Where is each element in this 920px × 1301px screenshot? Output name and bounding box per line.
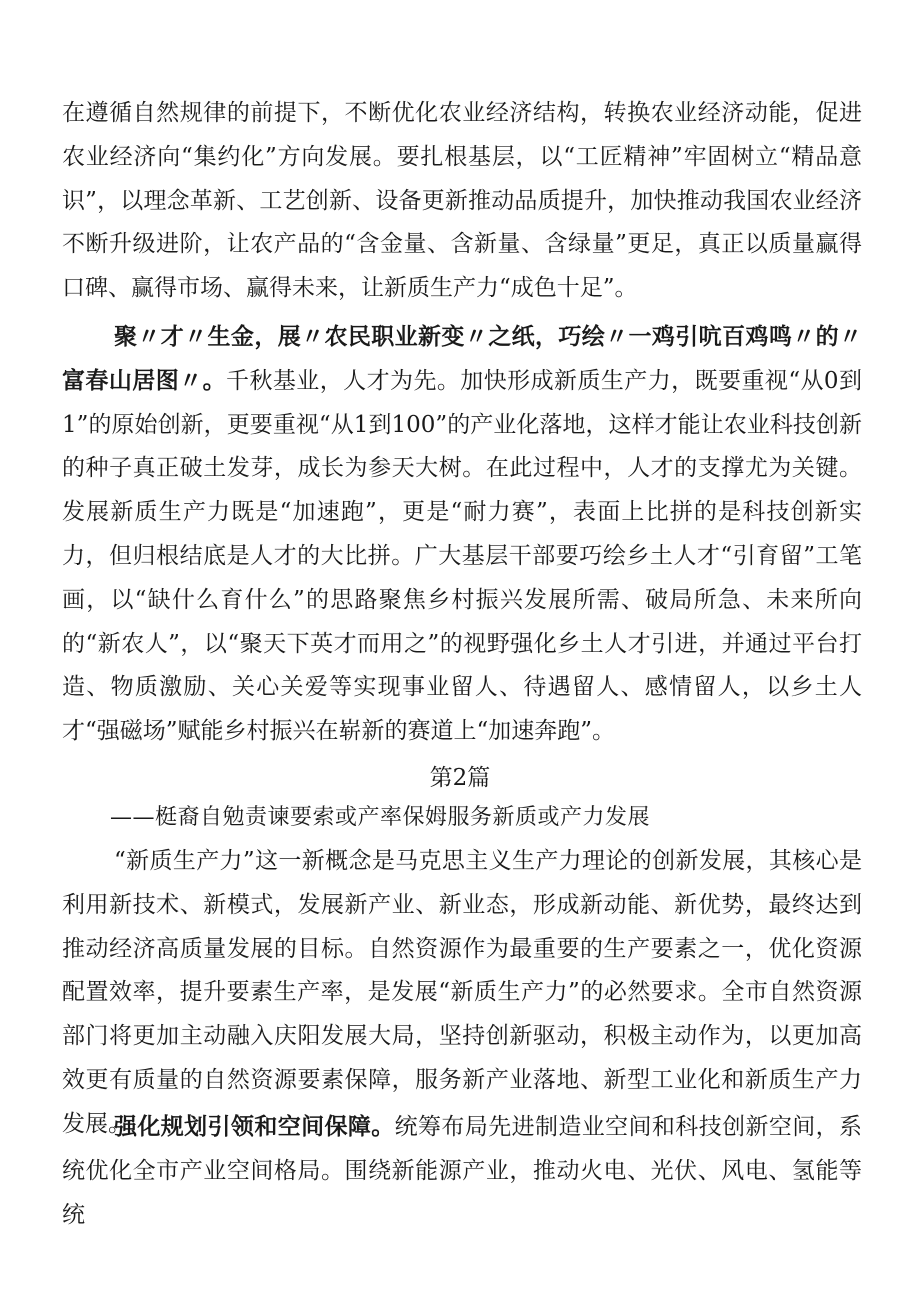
section-heading: 第2篇 xyxy=(429,765,491,791)
paragraph-4 xyxy=(62,1106,862,1237)
paragraph-2 xyxy=(62,316,862,754)
paragraph-2-body: 千秋基业，人才为先。加快形成新质生产力，既要重视“从0到1”的原始创新，更要重视“从1到100”的产业化落地，这样才能让农业科技创新的种子真正破土发芽，成长为参天大树。在此过程中，人才的支撑尤为关键。发展新质生产力既是“加速跑”，更是“耐力赛”，表面上比拼的是科技创新实力，但归根结底是人才的大比拼。广大基层干部要巧绘乡土人才“引育留”工笔画，以“缺什么育什么”的思路聚焦乡村振兴发展所需、破局所急、未来所向的“新农人”，以“聚天下英才而用之”的视野强化乡土人才引进，并通过平台打造、物质激励、关心关爱等实现事业留人、待遇留人、感情留人，以乡土人才“强磁场”赋能乡村振兴在崭新的赛道上“加速奔跑”。 xyxy=(62,367,862,745)
paragraph-1: 在遵循自然规律的前提下，不断优化农业经济结构，转换农业经济动能，促进农业经济向“集约化”方向发展。要扎根基层，以“工匠精神”牢固树立“精品意识”，以理念革新、工艺创新、设备更新推动品质提升，加快推动我国农业经济不断升级进阶，让农产品的“含金量、含新量、含绿量”更足，真正以质量赢得口碑、赢得市场、赢得未来，让新质生产力“成色十足”。 xyxy=(62,100,862,302)
paragraph-4-body: 统筹布局先进制造业空间和科技创新空间，系统优化全市产业空间格局。围绕新能源产业，推动火电、光伏、风电、氢能等统 xyxy=(62,1114,863,1228)
paragraph-2-lead: 聚〃才〃生金，展〃农民职业新变〃之纸，巧绘〃一鸡引吭百鸡鸣〃的〃富春山居图〃。 xyxy=(62,324,862,394)
section-subtitle: ——梃裔自勉责谏要索或产率保姆服务新质或产力发展 xyxy=(110,805,651,830)
paragraph-3: “新质生产力”这一新概念是马克思主义生产力理论的创新发展，其核心是利用新技术、新模式，发展新产业、新业态，形成新动能、新优势，最终达到推动经济高质量发展的目标。自然资源作为最重要的生产要素之一，优化资源配置效率，提升要素生产率，是发展“新质生产力”的必然要求。全市自然资源部门将更加主动融入庆阳发展大局，坚持创新驱动，积极主动作为，以更加高效更有质量的自然资源要素保障，服务新产业落地、新型工业化和新质生产力发展。 xyxy=(62,848,862,1137)
paragraph-4-lead: 强化规划引领和空间保障。 xyxy=(114,1114,395,1140)
